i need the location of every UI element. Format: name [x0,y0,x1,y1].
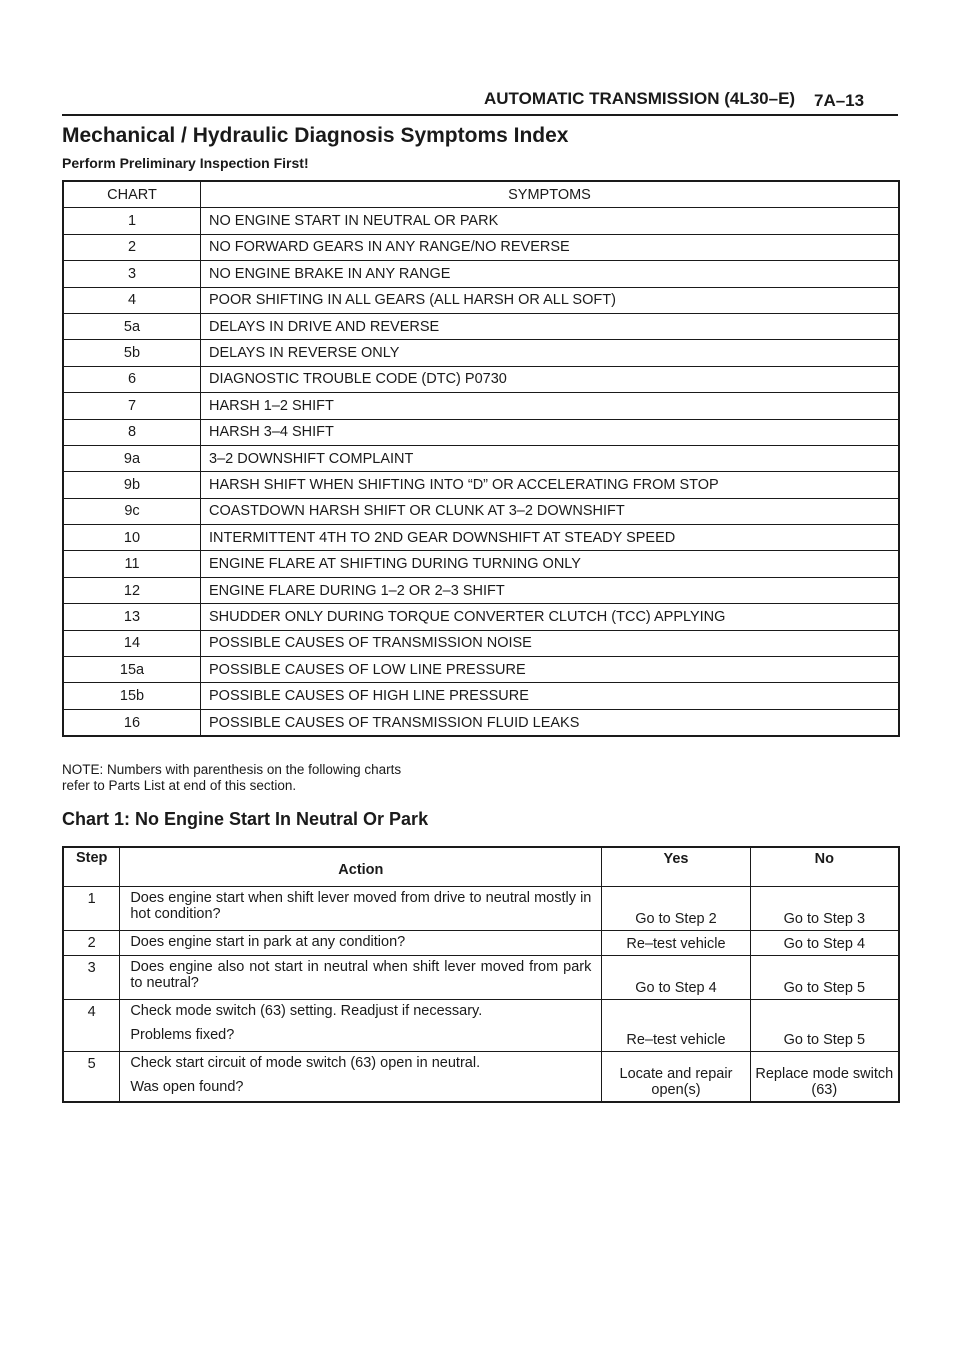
symptom-cell: HARSH 1–2 SHIFT [201,393,900,419]
table-row [63,604,899,630]
note-line: refer to Parts List at end of this section. [62,778,297,793]
step-number-cell: 5 [63,1052,120,1102]
chart-number-cell: 3 [63,261,201,287]
table-row [63,340,899,366]
chart1-title: Chart 1: No Engine Start In Neutral Or Park [62,809,429,829]
table-header-row [63,847,899,887]
table-row [63,630,899,656]
yes-result-cell: Go to Step 4 [602,956,750,1000]
chart-number-cell: 10 [63,525,201,551]
action-text: Problems fixed? [130,1027,235,1043]
table-row [63,931,899,956]
chart-number-cell: 9a [63,445,201,471]
chart-number-cell: 6 [63,366,201,392]
step-number-cell: 3 [63,956,120,1000]
symptom-cell: ENGINE FLARE DURING 1–2 OR 2–3 SHIFT [201,577,900,603]
action-cell [120,887,602,931]
symptoms-table-body [63,208,899,736]
action-text: Check mode switch (63) setting. Readjust if necessary. [130,1003,483,1019]
action-text: Check start circuit of mode switch (63) open in neutral. [130,1055,481,1071]
note-line: NOTE: Numbers with parenthesis on the following charts [62,762,402,777]
symptom-cell: COASTDOWN HARSH SHIFT OR CLUNK AT 3–2 DOWNSHIFT [201,498,900,524]
table-row [63,551,899,577]
chart-number-cell: 9c [63,498,201,524]
symptom-cell: POOR SHIFTING IN ALL GEARS (ALL HARSH OR ALL SOFT) [201,287,900,313]
column-header-no: No [750,847,899,887]
symptom-cell: POSSIBLE CAUSES OF TRANSMISSION FLUID LEAKS [201,709,900,736]
table-row [63,956,899,1000]
chart-number-cell: 16 [63,709,201,736]
table-header-row [63,181,899,208]
action-text: Does engine start when shift lever moved from drive to neutral mostly in hot condition? [130,890,592,922]
table-row [63,472,899,498]
chart-number-cell: 15b [63,683,201,709]
chart-number-cell: 2 [63,234,201,260]
section-title: Mechanical / Hydraulic Diagnosis Symptoms Index [62,124,569,147]
action-cell [120,931,602,956]
chart-number-cell: 4 [63,287,201,313]
table-row [63,683,899,709]
column-header-symptoms: SYMPTOMS [201,181,900,208]
column-header-yes: Yes [602,847,750,887]
chart1-table-body [63,887,899,1102]
chart1-diagnosis-table [62,846,900,1103]
symptom-cell: DIAGNOSTIC TROUBLE CODE (DTC) P0730 [201,366,900,392]
table-row [63,887,899,931]
symptom-cell: DELAYS IN REVERSE ONLY [201,340,900,366]
action-cell [120,956,602,1000]
symptoms-index-table [62,180,900,737]
chart-number-cell: 14 [63,630,201,656]
table-row [63,445,899,471]
chart-number-cell: 15a [63,657,201,683]
symptom-cell: SHUDDER ONLY DURING TORQUE CONVERTER CLUTCH (TCC) APPLYING [201,604,900,630]
chart-number-cell: 1 [63,208,201,234]
symptom-cell: HARSH 3–4 SHIFT [201,419,900,445]
parts-note [62,762,482,794]
symptom-cell: NO ENGINE BRAKE IN ANY RANGE [201,261,900,287]
step-number-cell: 2 [63,931,120,956]
step-number-cell: 4 [63,1000,120,1052]
column-header-action: Action [120,847,602,887]
table-row [63,261,899,287]
action-text: Does engine also not start in neutral when shift lever moved from park to neutral? [130,959,592,991]
chart-number-cell: 11 [63,551,201,577]
no-result-cell: Replace mode switch (63) [750,1052,899,1102]
step-number-cell: 1 [63,887,120,931]
table-row [63,1052,899,1102]
yes-result-cell: Re–test vehicle [602,1000,750,1052]
column-header-chart: CHART [63,181,201,208]
action-text: Was open found? [130,1079,244,1095]
symptom-cell: NO FORWARD GEARS IN ANY RANGE/NO REVERSE [201,234,900,260]
yes-result-cell: Re–test vehicle [602,931,750,956]
symptom-cell: 3–2 DOWNSHIFT COMPLAINT [201,445,900,471]
table-row [63,366,899,392]
action-cell [120,1000,602,1052]
symptom-cell: POSSIBLE CAUSES OF LOW LINE PRESSURE [201,657,900,683]
symptom-cell: DELAYS IN DRIVE AND REVERSE [201,313,900,339]
table-row [63,393,899,419]
no-result-cell: Go to Step 3 [750,887,899,931]
running-header-title: AUTOMATIC TRANSMISSION (4L30–E) [484,89,796,108]
table-row [63,525,899,551]
symptom-cell: HARSH SHIFT WHEN SHIFTING INTO “D” OR ACCELERATING FROM STOP [201,472,900,498]
symptom-cell: ENGINE FLARE AT SHIFTING DURING TURNING ONLY [201,551,900,577]
table-row [63,208,899,234]
table-row [63,234,899,260]
action-text: Does engine start in park at any condition? [130,934,406,950]
chart-number-cell: 9b [63,472,201,498]
no-result-cell: Go to Step 5 [750,956,899,1000]
chart-number-cell: 5a [63,313,201,339]
symptom-cell: INTERMITTENT 4TH TO 2ND GEAR DOWNSHIFT AT STEADY SPEED [201,525,900,551]
yes-result-cell: Go to Step 2 [602,887,750,931]
page-number: 7A–13 [814,91,865,110]
chart-number-cell: 13 [63,604,201,630]
chart-number-cell: 8 [63,419,201,445]
table-row [63,709,899,736]
symptom-cell: POSSIBLE CAUSES OF HIGH LINE PRESSURE [201,683,900,709]
chart-number-cell: 7 [63,393,201,419]
table-row [63,577,899,603]
symptom-cell: POSSIBLE CAUSES OF TRANSMISSION NOISE [201,630,900,656]
section-subtitle: Perform Preliminary Inspection First! [62,155,309,171]
chart-number-cell: 12 [63,577,201,603]
table-row [63,498,899,524]
symptom-cell: NO ENGINE START IN NEUTRAL OR PARK [201,208,900,234]
header-rule [62,114,898,116]
action-cell [120,1052,602,1102]
chart-number-cell: 5b [63,340,201,366]
no-result-cell: Go to Step 5 [750,1000,899,1052]
column-header-step: Step [63,847,120,887]
table-row [63,419,899,445]
table-row [63,1000,899,1052]
no-result-cell: Go to Step 4 [750,931,899,956]
table-row [63,313,899,339]
table-row [63,657,899,683]
yes-result-cell: Locate and repair open(s) [602,1052,750,1102]
table-row [63,287,899,313]
